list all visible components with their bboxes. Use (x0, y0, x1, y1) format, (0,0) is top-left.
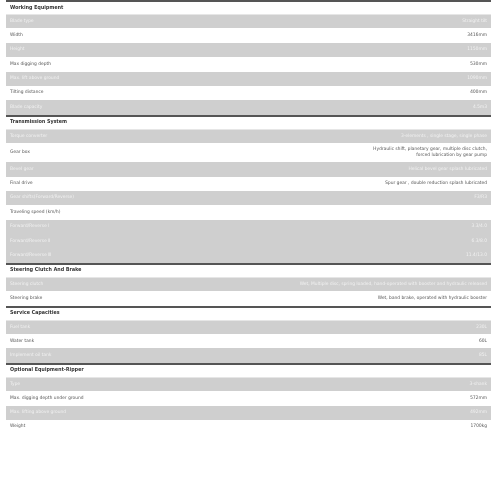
spec-value: 4.5m3 (472, 104, 487, 110)
spec-label: Forward/Reverse Ⅲ (10, 252, 52, 258)
spec-row (6, 334, 491, 348)
section-header-optional-equipment-ripper: Optional Equipment-Ripper (6, 363, 491, 377)
spec-row (6, 86, 491, 100)
spec-value: Hydraulic shift, planetary gear, multiple disc clutch, forced lubrication by gear pump (373, 147, 487, 158)
spec-row (6, 348, 491, 362)
spec-label: Tilting distance (10, 90, 44, 96)
spec-value: 400mm (470, 90, 487, 96)
spec-value: 85L (478, 352, 487, 358)
spec-value: 3.3/4.0 (471, 224, 487, 230)
spec-label: Height (10, 47, 25, 53)
spec-row (6, 57, 491, 71)
spec-label: Implement oil tank (10, 352, 52, 358)
spec-value: Spur gear , double reduction splash lubricated (385, 181, 487, 186)
spec-label: Traveling speed (km/h) (10, 209, 61, 215)
spec-row (6, 191, 491, 205)
spec-row (6, 143, 491, 162)
spec-label: Torque converter (10, 133, 48, 139)
spec-label: Max. digging depth under ground (10, 395, 84, 401)
spec-label: Max. lift above ground (10, 76, 60, 82)
spec-value: 230L (476, 324, 487, 330)
spec-label: Forward/Reverse Ⅱ (10, 238, 51, 244)
spec-row (6, 177, 491, 191)
spec-value: 3416mm (467, 32, 487, 38)
section-header-transmission-system: Transmission System (6, 115, 491, 129)
spec-label: Fuel tank (10, 324, 31, 330)
spec-label: Forward/Reverse Ⅰ (10, 224, 50, 230)
spec-value: Helical bevel gear splash lubricated (408, 166, 487, 172)
spec-value: Wet, band brake, operated with hydraulic booster (377, 295, 487, 301)
section-header-working-equipment: Working Equipment (6, 0, 491, 14)
spec-value: 11.4/13.0 (465, 252, 487, 258)
spec-label: Gear box (10, 149, 30, 155)
spec-value: Wet, Multiple disc, spring loaded, hand-operated with booster and hydraulic released (299, 281, 487, 287)
spec-value: F3/R3 (474, 195, 487, 201)
spec-value: 3-elements , single stage, single phase (401, 133, 487, 139)
section-header-service-capacities: Service Capacities (6, 306, 491, 320)
spec-row (6, 129, 491, 143)
spec-row (6, 14, 491, 28)
spec-value: 492mm (470, 410, 487, 416)
spec-label: Blade type (10, 18, 34, 24)
spec-label: Max. lifting above ground (10, 410, 67, 416)
spec-label: Steering clutch (10, 281, 44, 287)
spec-row (6, 234, 491, 248)
spec-label: Type (10, 381, 21, 387)
spec-label: Gear shifts(Forward/Reverse) (10, 195, 74, 201)
spec-row (6, 43, 491, 57)
spec-row (6, 320, 491, 334)
spec-row (6, 28, 491, 42)
spec-row (6, 100, 491, 114)
spec-row (6, 248, 491, 262)
spec-label: Blade capacity (10, 104, 43, 110)
spec-row (6, 162, 491, 176)
spec-row (6, 420, 491, 434)
spec-value: 530mm (470, 61, 487, 67)
spec-label: Width (10, 32, 23, 38)
spec-row (6, 220, 491, 234)
spec-value: 60L (478, 338, 487, 344)
spec-row (6, 391, 491, 405)
spec-value: Straight tilt (462, 18, 487, 24)
spec-label: Max digging depth (10, 61, 52, 67)
spec-row (6, 377, 491, 391)
spec-row (6, 406, 491, 420)
spec-value: 1700kg (470, 424, 487, 430)
spec-value: 3-shank (469, 381, 487, 387)
spec-label: Final drive (10, 181, 33, 186)
spec-value: 572mm (470, 395, 487, 401)
spec-row (6, 291, 491, 305)
spec-value: 1090mm (467, 76, 487, 82)
spec-label: Steering brake (10, 295, 43, 301)
spec-row (6, 277, 491, 291)
spec-row (6, 205, 491, 219)
spec-row (6, 72, 491, 86)
spec-label: Weight (10, 424, 26, 430)
spec-value: 1150mm (467, 47, 487, 53)
section-header-steering-clutch-and-brake: Steering Clutch And Brake (6, 263, 491, 277)
spec-table (6, 0, 491, 434)
spec-value: 6.3/8.0 (471, 238, 487, 244)
spec-label: Bevel gear (10, 166, 34, 172)
spec-label: Water tank (10, 338, 35, 344)
